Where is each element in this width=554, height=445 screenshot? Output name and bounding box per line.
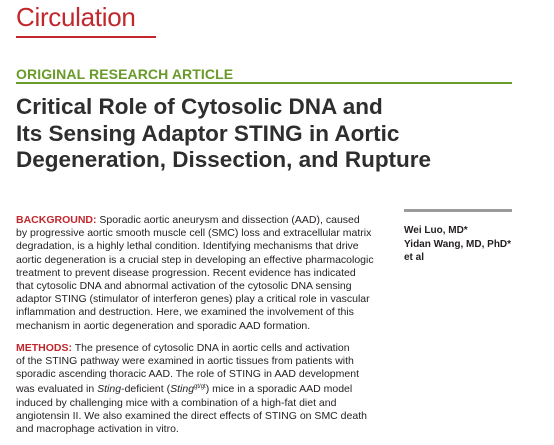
gene-name: Sting [97, 383, 122, 396]
author-list [404, 224, 511, 265]
abstract-line: of the STING pathway were examined in aortic tissues from patients with [16, 355, 354, 368]
journal-name: Circulation [16, 2, 136, 32]
methods-section [16, 342, 381, 436]
abstract-line [16, 383, 352, 395]
article-type-rule [16, 82, 512, 84]
abstract-line: aortic degeneration is a crucial step in developing an effective pharmacologic [16, 253, 374, 266]
methods-text: ) mice in a sporadic AAD model [205, 383, 353, 396]
journal-underline [16, 36, 156, 38]
abstract-line: inflammation and destruction. Here, we examined the involvement of this [16, 306, 354, 319]
abstract-line: that cytosolic DNA and abnormal activation of the cytosolic DNA sensing [16, 280, 352, 293]
abstract-line: angiotensin II. We also examined the direct effects of STING on SMC death [16, 409, 367, 422]
methods-text: was evaluated in [16, 383, 98, 396]
abstract-line: degradation, is a highly lethal condition. Identifying mechanisms that drive [16, 240, 359, 253]
abstract [16, 214, 381, 445]
abstract-line: adaptor STING (stimulator of interferon genes) play a critical role in vascular [16, 293, 370, 306]
author-name: Wei Luo, MD* [404, 225, 468, 236]
article-title [16, 94, 516, 174]
background-section [16, 214, 381, 333]
abstract-line: and macrophage activation in vitro. [16, 423, 179, 436]
title-line: Critical Role of Cytosolic DNA and [16, 94, 383, 119]
abstract-line [16, 342, 350, 354]
abstract-line [16, 214, 360, 226]
methods-text: -deficient ( [121, 383, 171, 396]
background-label: BACKGROUND: [16, 214, 97, 226]
abstract-line: induced by challenging mice with a combination of a high-fat diet and [16, 396, 337, 409]
title-line: Degeneration, Dissection, and Rupture [16, 147, 432, 172]
methods-text: The presence of cytosolic DNA in aortic cells and activation [72, 341, 350, 354]
abstract-line: treatment to prevent disease progression. Recent evidence has indicated [16, 266, 356, 279]
author-name: et al [404, 252, 425, 263]
gene-name: Sting [170, 383, 195, 396]
background-text: Sporadic aortic aneurysm and dissection (AAD), caused [96, 214, 360, 226]
article-type: ORIGINAL RESEARCH ARTICLE [16, 66, 234, 82]
author-box-rule [404, 209, 512, 212]
abstract-line: mechanism in aortic degeneration and sporadic AAD formation. [16, 319, 311, 332]
title-line: Its Sensing Adaptor STING in Aortic [16, 120, 400, 146]
genotype-superscript: gt/gt [194, 384, 206, 391]
abstract-line: by progressive aortic smooth muscle cell (SMC) loss and extracellular matrix [16, 227, 372, 240]
methods-label: METHODS: [16, 341, 72, 354]
abstract-line: sporadic ascending thoracic AAD. The role of STING in AAD development [16, 368, 359, 381]
author-name: Yidan Wang, MD, PhD* [404, 238, 512, 250]
